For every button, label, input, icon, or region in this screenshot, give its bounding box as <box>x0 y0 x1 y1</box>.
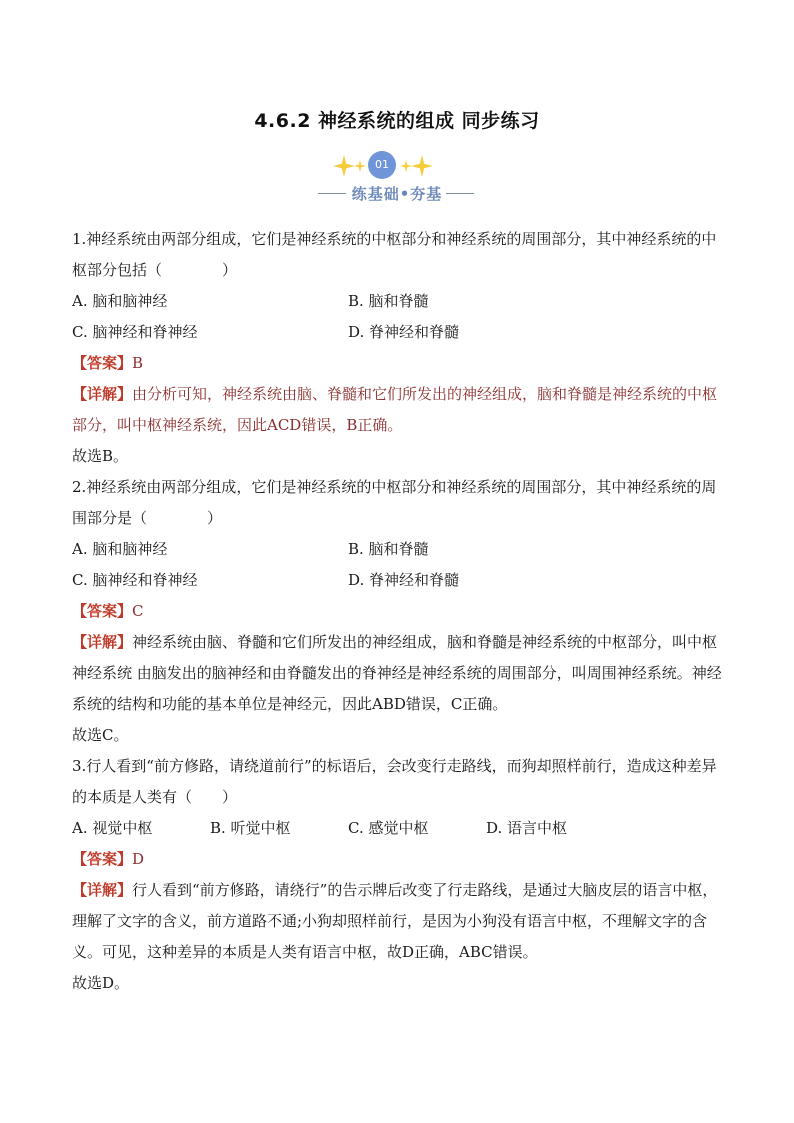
section-label: 练基础•夯基 <box>351 185 443 203</box>
answer-tag: 【答案】 <box>72 354 133 372</box>
question-stem: 2.神经系统由两部分组成，它们是神经系统的中枢部分和神经系统的周围部分，其中神经系统的周围部分是（ ） <box>72 478 717 527</box>
section-number-badge: 01 <box>368 151 396 179</box>
option-item: D. 脊神经和脊髓 <box>348 323 460 341</box>
answer-value: D <box>132 850 145 868</box>
answer-tag: 【答案】 <box>72 602 133 620</box>
options-list <box>72 534 724 596</box>
answer-line <box>72 596 724 627</box>
option-item: C. 感觉中枢 <box>348 819 429 837</box>
explanation <box>72 627 724 720</box>
divider-line <box>446 193 474 194</box>
answer-line <box>72 348 724 379</box>
option-item: B. 听觉中枢 <box>210 819 291 837</box>
conclusion: 故选C。 <box>72 726 129 744</box>
question-block <box>72 472 724 751</box>
detail-tag: 【详解】 <box>72 385 133 403</box>
explanation-text: 神经系统由脑、脊髓和它们所发出的神经组成，脑和脊髓是神经系统的中枢部分，叫中枢神经系统 由脑发出的脑神经和由脊髓发出的脊神经是神经系统的周围部分，叫周围神经系统。神经系统的结构和功能的基本单位是神经元，因此ABD错误，C正确。 <box>72 633 722 713</box>
section-heading <box>0 182 794 206</box>
explanation <box>72 875 724 968</box>
answer-tag: 【答案】 <box>72 850 133 868</box>
question-block <box>72 224 724 472</box>
detail-tag: 【详解】 <box>72 881 133 899</box>
option-item: C. 脑神经和脊神经 <box>72 323 198 341</box>
option-item: A. 脑和脑神经 <box>72 540 168 558</box>
answer-line <box>72 844 724 875</box>
option-item: D. 语言中枢 <box>486 819 568 837</box>
option-item: A. 视觉中枢 <box>72 819 153 837</box>
answer-value: C <box>132 602 144 620</box>
option-item: A. 脑和脑神经 <box>72 292 168 310</box>
question-stem: 3.行人看到“前方修路，请绕道前行”的标语后，会改变行走路线，而狗却照样前行，造成这种差异的本质是人类有（ ） <box>72 757 717 806</box>
sparkle-icon <box>333 155 355 177</box>
options-list <box>72 813 724 844</box>
small-sparkle-icon <box>354 160 366 172</box>
sparkle-icon <box>411 155 433 177</box>
option-item: C. 脑神经和脊神经 <box>72 571 198 589</box>
options-list <box>72 286 724 348</box>
option-item: D. 脊神经和脊髓 <box>348 571 460 589</box>
explanation-text: 由分析可知，神经系统由脑、脊髓和它们所发出的神经组成，脑和脊髓是神经系统的中枢部分，叫中枢神经系统，因此ACD错误，B正确。 <box>72 385 718 434</box>
explanation-text: 行人看到“前方修路，请绕行”的告示牌后改变了行走路线，是通过大脑皮层的语言中枢，理解了文字的含义，前方道路不通;小狗却照样前行，是因为小狗没有语言中枢，不理解文字的含义。可见，这种差异的本质是人类有语言中枢，故D正确，ABC错误。 <box>72 881 718 961</box>
question-stem: 1.神经系统由两部分组成，它们是神经系统的中枢部分和神经系统的周围部分，其中神经系统的中枢部分包括（ ） <box>72 230 717 279</box>
option-item: B. 脑和脊髓 <box>348 292 429 310</box>
questions-list <box>72 224 724 999</box>
detail-tag: 【详解】 <box>72 633 133 651</box>
conclusion: 故选B。 <box>72 447 129 465</box>
question-block <box>72 751 724 999</box>
answer-value: B <box>132 354 144 372</box>
conclusion: 故选D。 <box>72 974 130 992</box>
page-title: 4.6.2 神经系统的组成 同步练习 <box>254 110 540 132</box>
option-item: B. 脑和脊髓 <box>348 540 429 558</box>
explanation <box>72 379 724 441</box>
